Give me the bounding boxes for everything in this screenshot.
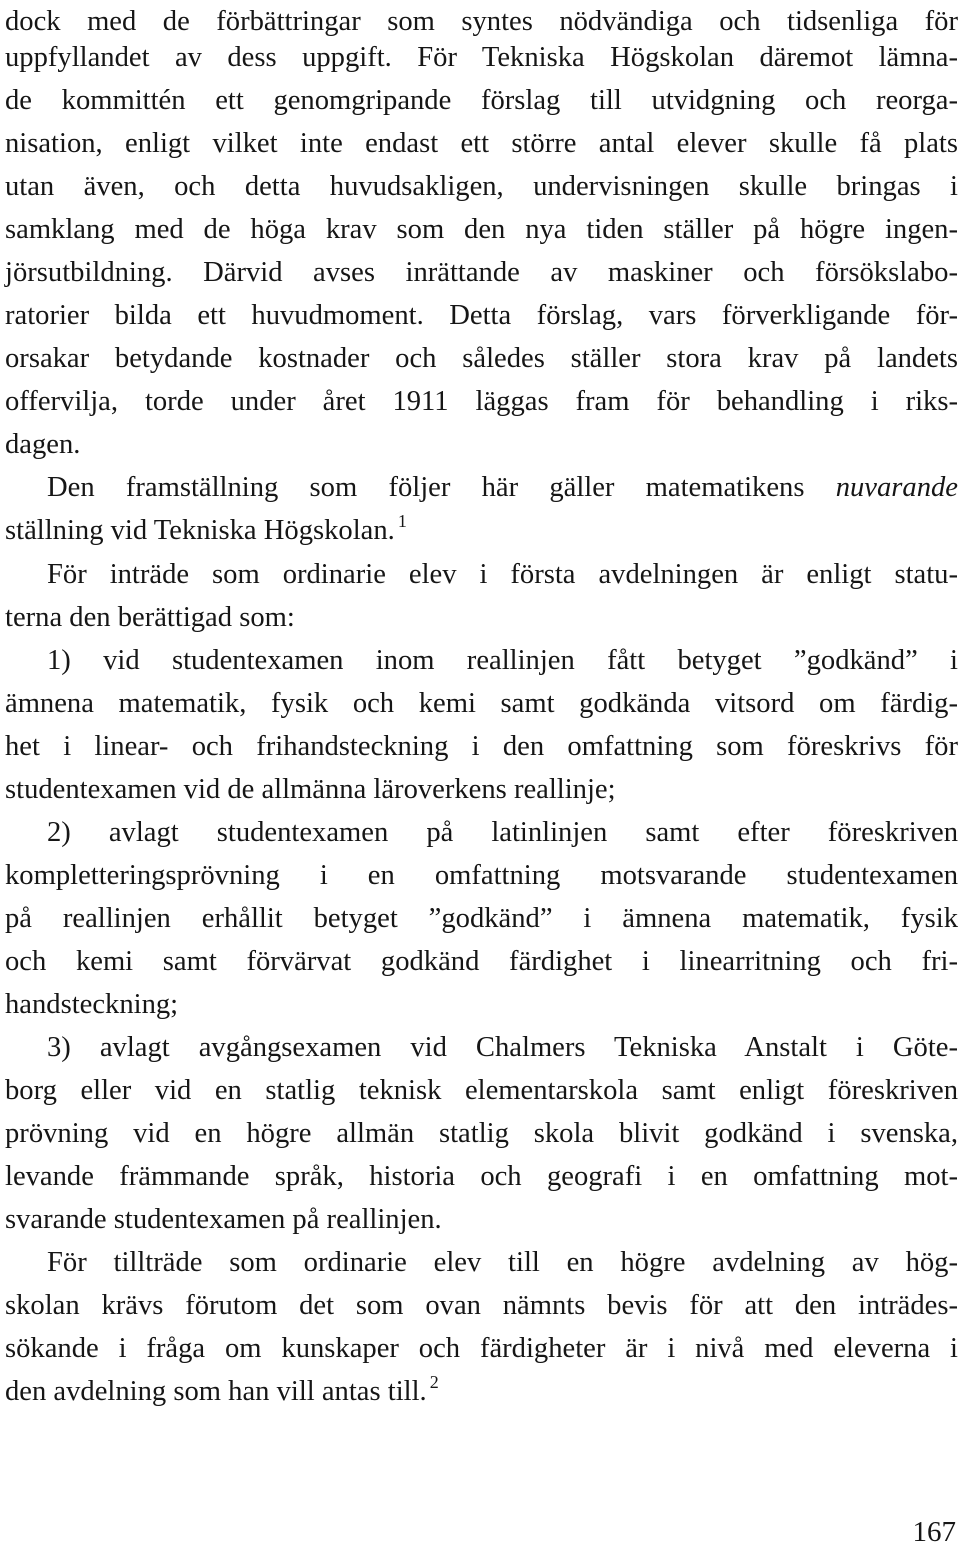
text-line xyxy=(5,509,958,552)
footnote-marker: 1 xyxy=(397,511,407,531)
text-line: het i linear- och frihandsteckning i den omfattning som föreskrivs för xyxy=(5,731,958,762)
text-line: svarande studentexamen på reallinjen. xyxy=(5,1204,442,1235)
text-line: samklang med de höga krav som den nya tiden ställer på högre ingen- xyxy=(5,214,958,245)
text-line: jörsutbildning. Därvid avses inrättande av maskiner och försökslabo- xyxy=(5,257,958,288)
text-line: utan även, och detta huvudsakligen, undervisningen skulle bringas i xyxy=(5,171,958,202)
text-line: studentexamen vid de allmänna läroverkens reallinje; xyxy=(5,774,616,805)
text-line: 1) vid studentexamen inom reallinjen fått betyget ”godkänd” i xyxy=(47,645,958,676)
text-line: kompletteringsprövning i en omfattning motsvarande studentexamen xyxy=(5,860,958,891)
text-line: För inträde som ordinarie elev i första avdelningen är enligt statu- xyxy=(47,559,958,590)
text-span: den avdelning som han vill antas till. xyxy=(5,1376,427,1407)
text-line: ämnena matematik, fysik och kemi samt godkända vitsord om färdig- xyxy=(5,688,958,719)
text-line: orsakar betydande kostnader och således ställer stora krav på landets xyxy=(5,343,958,374)
text-span: Den framställning som följer här gäller matematikens xyxy=(47,472,836,503)
text-line: och kemi samt förvärvat godkänd färdighet i linearritning och fri- xyxy=(5,946,958,977)
text-line: terna den berättigad som: xyxy=(5,602,295,633)
text-line: de kommittén ett genomgripande förslag till utvidgning och reorga- xyxy=(5,85,958,116)
text-line: ratorier bilda ett huvudmoment. Detta förslag, vars förverkligande för- xyxy=(5,300,958,331)
text-line: sökande i fråga om kunskaper och färdigheter är i nivå med eleverna i xyxy=(5,1333,958,1364)
text-line: skolan krävs förutom det som ovan nämnts bevis för att den inträdes- xyxy=(5,1290,958,1321)
text-line: dock med de förbättringar som syntes nödvändiga och tidsenliga för xyxy=(5,6,958,37)
footnote-marker: 2 xyxy=(429,1372,439,1392)
text-line: För tillträde som ordinarie elev till en högre avdelning av hög- xyxy=(47,1247,958,1278)
text-line: offervilja, torde under året 1911 läggas fram för behandling i riks- xyxy=(5,386,958,417)
text-line xyxy=(47,466,958,509)
text-line: 2) avlagt studentexamen på latinlinjen samt efter föreskriven xyxy=(47,817,958,848)
text-line xyxy=(5,1370,958,1413)
text-line: 3) avlagt avgångsexamen vid Chalmers Tekniska Anstalt i Göte- xyxy=(47,1032,958,1063)
text-line: på reallinjen erhållit betyget ”godkänd” i ämnena matematik, fysik xyxy=(5,903,958,934)
text-line: prövning vid en högre allmän statlig skola blivit godkänd i svenska, xyxy=(5,1118,958,1149)
page-number: 167 xyxy=(912,1516,956,1548)
text-span: ställning vid Tekniska Högskolan. xyxy=(5,515,395,546)
text-line: borg eller vid en statlig teknisk elementarskola samt enligt föreskriven xyxy=(5,1075,958,1106)
text-line: dagen. xyxy=(5,429,81,460)
emphasis-text: nuvarande xyxy=(835,472,958,503)
text-line: nisation, enligt vilket inte endast ett större antal elever skulle få plats xyxy=(5,128,958,159)
text-line: handsteckning; xyxy=(5,989,179,1020)
text-line: levande främmande språk, historia och geografi i en omfattning mot- xyxy=(5,1161,958,1192)
text-line: uppfyllandet av dess uppgift. För Tekniska Högskolan däremot lämna- xyxy=(5,42,958,73)
